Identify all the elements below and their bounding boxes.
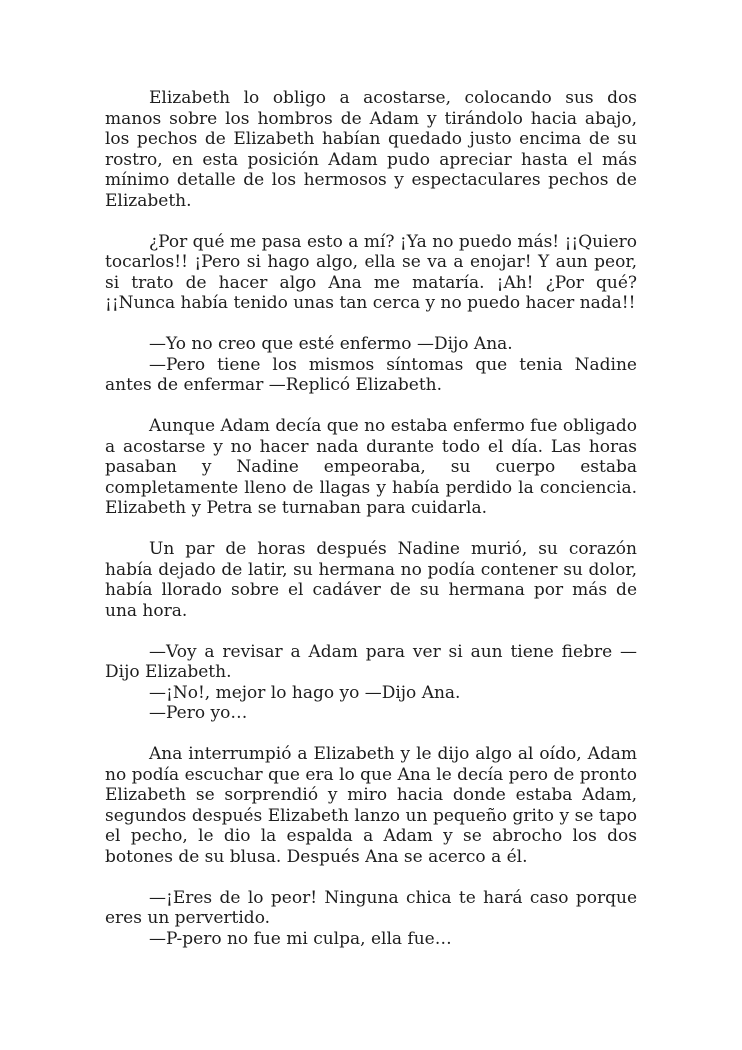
paragraph-narration-2: Aunque Adam decía que no estaba enfermo fue obligado a acostarse y no hacer nada durante todo el día. Las horas pasaban y Nadine empeoraba, su cuerpo estaba completamente lleno de llagas y había perdido la conciencia. Elizabeth y Petra se turnaban para cuidarla. [105,416,637,518]
dialogue-line-1: —Yo no creo que esté enfermo —Dijo Ana. [149,334,513,354]
text-body [105,88,637,949]
dialogue-line-4: —¡No!, mejor lo hago yo —Dijo Ana. [149,682,461,703]
dialogue-line-7: —P-pero no fue mi culpa, ella fue… [149,928,452,949]
dialogue-line-3: —Voy a revisar a Adam para ver si aun tiene fiebre —Dijo Elizabeth. [105,641,637,682]
paragraph-narration-4: Ana interrumpió a Elizabeth y le dijo algo al oído, Adam no podía escuchar que era lo que Ana le decía pero de pronto Elizabeth se sorprendió y miro hacia donde estaba Adam, segundos después Elizabeth lanzo un pequeño grito y se tapo el pecho, le dio la espalda a Adam y se abrocho los dos botones de su blusa. Después Ana se acerco a él. [105,744,637,867]
paragraph-narration-3: Un par de horas después Nadine murió, su corazón había dejado de latir, su hermana no podía contener su dolor, había llorado sobre el cadáver de su hermana por más de una hora. [105,539,637,621]
dialogue-line-6: —¡Eres de lo peor! Ninguna chica te hará caso porque eres un pervertido. [105,887,637,928]
dialogue-line-5: —Pero yo… [149,703,248,723]
paragraph-inner-thought: ¿Por qué me pasa esto a mí? ¡Ya no puedo más! ¡¡Quiero tocarlos!! ¡Pero si hago algo, ella se va a enojar! Y aun peor, si trato de hacer algo Ana me mataría. ¡Ah! ¿Por qué? ¡¡Nunca había tenido unas tan cerca y no puedo hacer nada!! [105,231,637,313]
paragraph-narration-1: Elizabeth lo obligo a acostarse, colocando sus dos manos sobre los hombros de Adam y tirándolo hacia abajo, los pechos de Elizabeth habían quedado justo encima de su rostro, en esta posición Adam pudo apreciar hasta el más mínimo detalle de los hermosos y espectaculares pechos de Elizabeth. [105,88,637,211]
dialogue-line-2: —Pero tiene los mismos síntomas que tenia Nadine antes de enfermar —Replicó Elizabeth. [105,354,637,395]
